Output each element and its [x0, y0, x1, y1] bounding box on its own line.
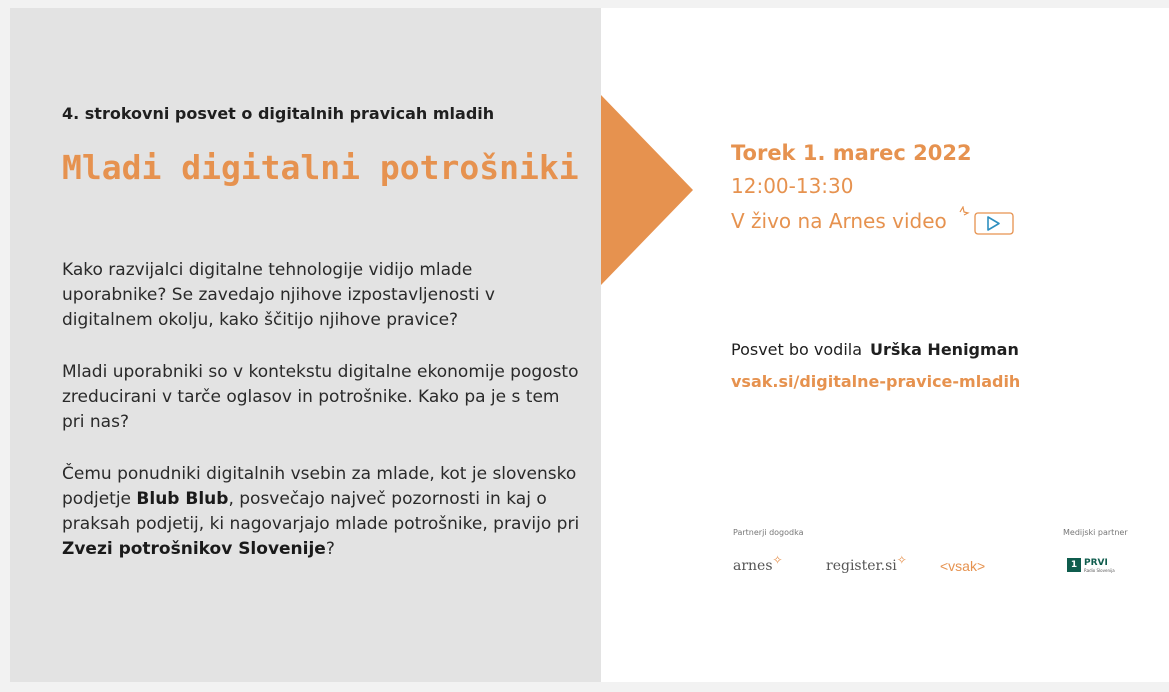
- event-poster: [10, 8, 1169, 682]
- star-icon: ✧: [772, 553, 783, 567]
- prvi-mark: 1: [1067, 558, 1081, 572]
- para3-text-3: ?: [325, 539, 335, 559]
- register-logo-text: register.si: [826, 558, 897, 574]
- prvi-text-block: [1084, 558, 1115, 574]
- para3-text-2: , posvečajo največ pozornosti in kaj o praksah podjetij, ki nagovarjajo mlade potrošnike, pravijo pri: [62, 489, 580, 534]
- arnes-logo: [733, 553, 783, 574]
- event-title: Mladi digitalni potrošniki: [62, 148, 579, 187]
- live-stream-line: [731, 206, 1015, 236]
- event-date: Torek 1. marec 2022: [731, 141, 972, 165]
- description-paragraph-2: Mladi uporabniki so v kontekstu digitalne ekonomije pogosto zreducirani v tarče oglasov in potrošnike. Kako pa je s tem pri nas?: [62, 362, 579, 432]
- arrow-shape: [601, 95, 693, 285]
- vsak-logo: <vsak>: [940, 558, 986, 574]
- partners-label: Partnerji dogodka: [733, 528, 804, 537]
- event-link[interactable]: vsak.si/digitalne-pravice-mladih: [731, 372, 1021, 391]
- prvi-name: PRVI: [1084, 558, 1108, 568]
- video-play-icon: [955, 206, 1015, 236]
- host-name: Urška Henigman: [870, 340, 1019, 359]
- live-stream-text: V živo na Arnes video: [731, 209, 947, 233]
- host-label: Posvet bo vodila: [731, 340, 863, 359]
- description-paragraph-3: [62, 462, 582, 562]
- media-partner-label: Medijski partner: [1063, 528, 1128, 537]
- info-panel: [10, 8, 601, 682]
- arnes-logo-text: arnes: [733, 558, 773, 574]
- description-paragraph-1: Kako razvijalci digitalne tehnologije vidijo mlade uporabnike? Se zavedajo njihove izpostavljenosti v digitalnem okolju, kako ščitijo njihove pravice?: [62, 260, 495, 330]
- event-time: 12:00-13:30: [731, 174, 854, 198]
- para3-text-1: Čemu ponudniki digitalnih vsebin za mlade, kot je slovensko podjetje: [62, 464, 577, 509]
- host-line: [731, 340, 1019, 359]
- organization-name: Zvezi potrošnikov Slovenije: [62, 539, 326, 559]
- prvi-logo: [1067, 558, 1115, 574]
- company-name: Blub Blub: [136, 489, 229, 509]
- prvi-subtitle: Radio Slovenija: [1084, 568, 1115, 573]
- event-subtitle: 4. strokovni posvet o digitalnih pravicah mladih: [62, 104, 495, 123]
- register-logo: [826, 553, 907, 574]
- star-icon: ✧: [896, 553, 907, 567]
